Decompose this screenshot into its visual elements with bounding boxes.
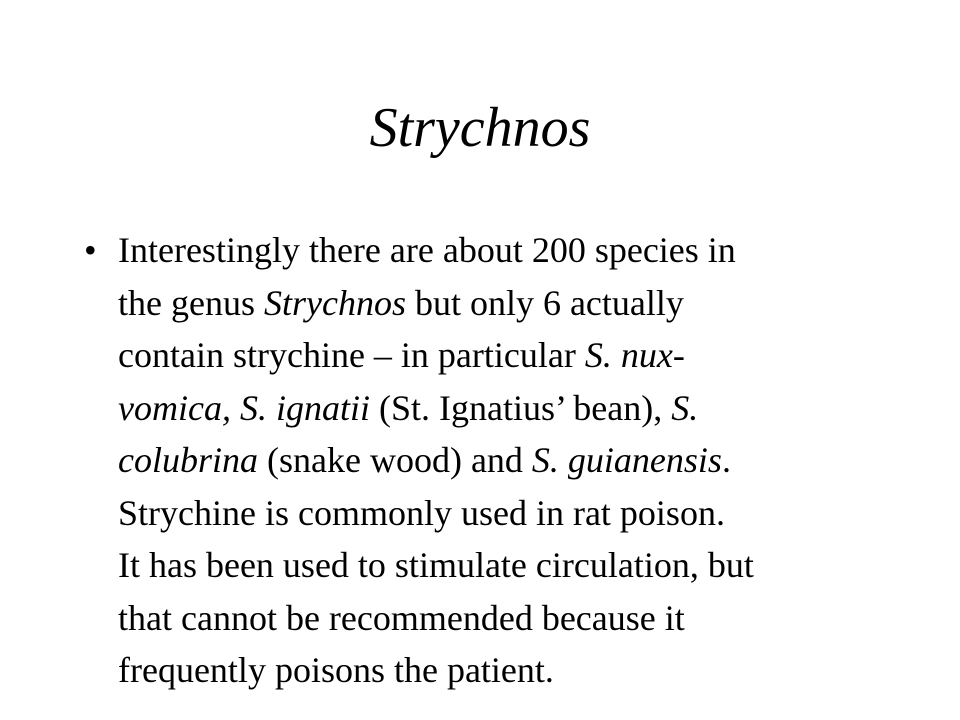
text-line: [118, 539, 874, 592]
italic-text-run: colubrina: [118, 440, 258, 480]
slide-title: Strychnos: [369, 97, 591, 159]
text-line: [118, 434, 874, 487]
text-line: [118, 487, 874, 540]
text-line: [118, 644, 874, 697]
text-run: but only 6 actually: [405, 282, 684, 323]
text-run: It has been used to stimulate circulation, but: [118, 545, 754, 585]
text-run: Interestingly there are about 200 species in: [118, 230, 736, 270]
text-line: [118, 592, 874, 645]
italic-text-run: vomica, S. ignatii: [118, 387, 370, 428]
text-line: [118, 277, 874, 330]
text-run: (snake wood) and: [258, 440, 532, 480]
text-run: that cannot be recommended because it: [118, 597, 685, 638]
slide-body: [84, 224, 874, 697]
text-run: the genus: [118, 282, 264, 323]
italic-text-run: S. guianensis: [531, 440, 722, 480]
text-run: (St. Ignatius’ bean),: [369, 387, 672, 428]
text-line: [118, 382, 874, 435]
bullet-text: [118, 224, 874, 697]
text-run: contain strychine – in particular: [118, 335, 585, 375]
italic-text-run: S. nux-: [584, 335, 685, 375]
text-run: .: [721, 440, 731, 480]
bullet-point-icon: •: [84, 230, 97, 270]
italic-text-run: Strychnos: [263, 282, 406, 323]
text-line: [118, 224, 874, 277]
text-run: frequently poisons the patient.: [118, 650, 554, 690]
italic-text-run: S.: [671, 387, 699, 428]
bullet-item: [84, 224, 874, 697]
text-line: [118, 329, 874, 382]
text-run: Strychine is commonly used in rat poison.: [118, 492, 725, 533]
